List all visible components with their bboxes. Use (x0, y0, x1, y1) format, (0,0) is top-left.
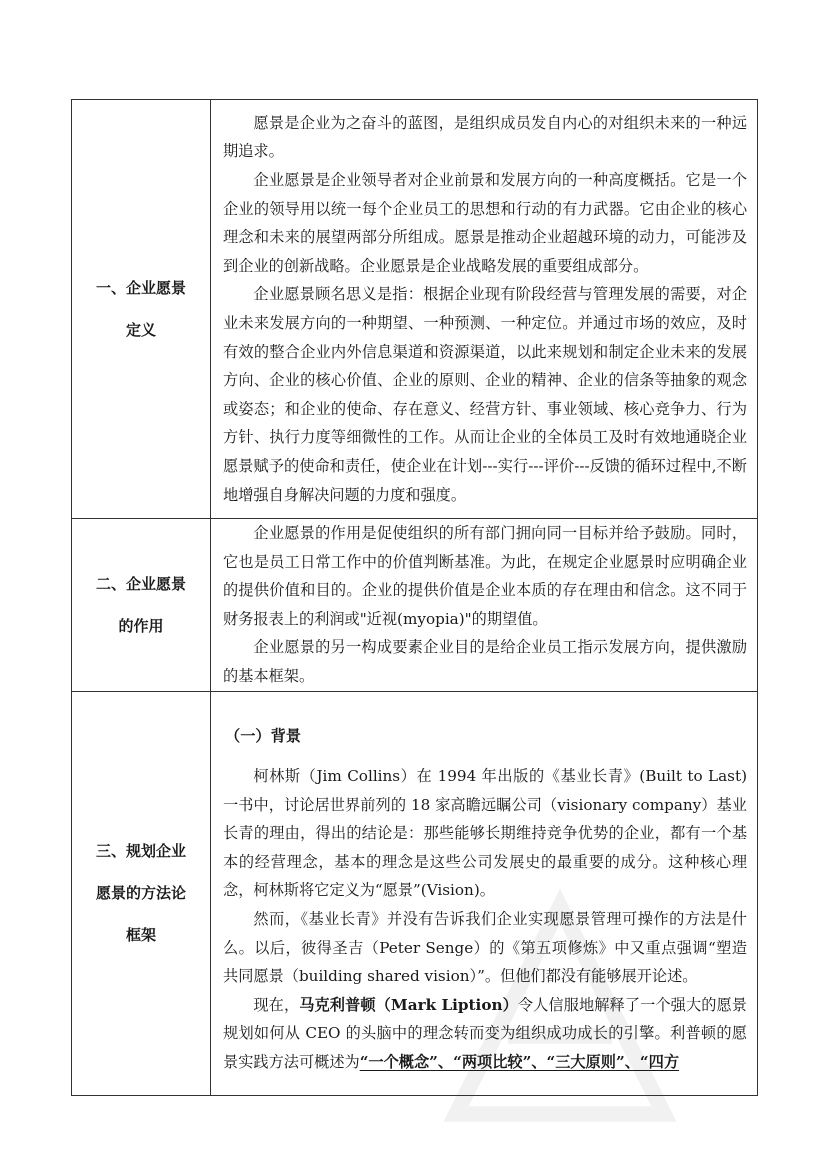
table-row (72, 691, 758, 1095)
row-label-definition (72, 100, 211, 519)
paragraph: 企业愿景的作用是促使组织的所有部门拥向同一目标并给予鼓励。同时，它也是员工日常工作中的价值判断基准。为此，在规定企业愿景时应明确企业的提供价值和目的。企业的提供价值是企业本质的存在理由和信念。这不同于财务报表上的利润或"近视(myopia)"的期望值。 (223, 524, 747, 628)
row-content-methodology (211, 691, 758, 1095)
row-label-line: 二、企业愿景 (95, 574, 186, 593)
row-label-line: 一、企业愿景 (95, 279, 186, 297)
section-heading: （一）背景 (225, 726, 301, 745)
paragraph: 柯林斯（Jim Collins）在 1994 年出版的《基业长青》(Built to Last)一书中，讨论居世界前列的 18 家高瞻远瞩公司（visionary company）基业长青的理由，得出的结论是：那些能够长期维持竞争优势的企业，都有一个基本的经营理念，基本的理念是这些公司发展史的最重要的成分。这种核心理念，柯林斯将它定义为“愿景”(Vision)。 (223, 767, 747, 900)
table-row (72, 100, 758, 519)
row-label-methodology (72, 691, 211, 1095)
text-run: 现在， (253, 995, 300, 1014)
text-run: 令人信服地解释了一个强大的愿景规划如何从 CEO 的头脑中的理念转而变为组织成功成长的引擎。利普顿的愿景实践方法可概述为 (223, 995, 747, 1072)
underlined-text: “一个概念”、“两项比较”、“三大原则”、“四方 (359, 1053, 680, 1072)
paragraph: 企业愿景的另一构成要素企业目的是给企业员工指示发展方向，提供激励的基本框架。 (223, 638, 747, 685)
row-label-line: 愿景的方法论 (95, 884, 186, 903)
row-label-role (72, 519, 211, 692)
row-content-role (211, 519, 758, 692)
paragraph: 愿景是企业为之奋斗的蓝图，是组织成员发自内心的对组织未来的一种远期追求。 (223, 113, 747, 161)
row-label-line: 定义 (125, 321, 156, 339)
paragraph (223, 991, 747, 1077)
row-label-line: 三、规划企业 (95, 842, 186, 861)
paragraph: 企业愿景是企业领导者对企业前景和发展方向的一种高度概括。它是一个企业的领导用以统一每个企业员工的思想和行动的有力武器。它由企业的核心理念和未来的展望两部分所组成。愿景是推动企业超越环境的动力，可能涉及到企业的创新战略。企业愿景是企业战略发展的重要组成部分。 (223, 171, 747, 275)
bold-text: 马克利普顿（Mark Liption） (299, 995, 518, 1014)
table-row (72, 519, 758, 692)
content-table (71, 99, 758, 1096)
paragraph: 企业愿景顾名思义是指：根据企业现有阶段经营与管理发展的需要，对企业未来发展方向的一种期望、一种预测、一种定位。并通过市场的效应，及时有效的整合企业内外信息渠道和资源渠道，以此来规划和制定企业未来的发展方向、企业的核心价值、企业的原则、企业的精神、企业的信条等抽象的观念或姿态；和企业的使命、存在意义、经营方针、事业领域、核心竞争力、行为方针、执行力度等细微性的工作。从而让企业的全体员工及时有效地通晓企业愿景赋予的使命和责任，使企业在计划---实行---评价---反馈的循环过程中,不断地增强自身解决问题的力度和强度。 (223, 285, 747, 504)
row-label-line: 的作用 (118, 616, 164, 635)
row-label-line: 框架 (125, 926, 156, 945)
paragraph: 然而，《基业长青》并没有告诉我们企业实现愿景管理可操作的方法是什么。以后，彼得圣吉（Peter Senge）的《第五项修炼》中又重点强调“塑造共同愿景（building shared vision）”。但他们都没有能够展开论述。 (223, 910, 747, 986)
row-content-definition (211, 100, 758, 519)
